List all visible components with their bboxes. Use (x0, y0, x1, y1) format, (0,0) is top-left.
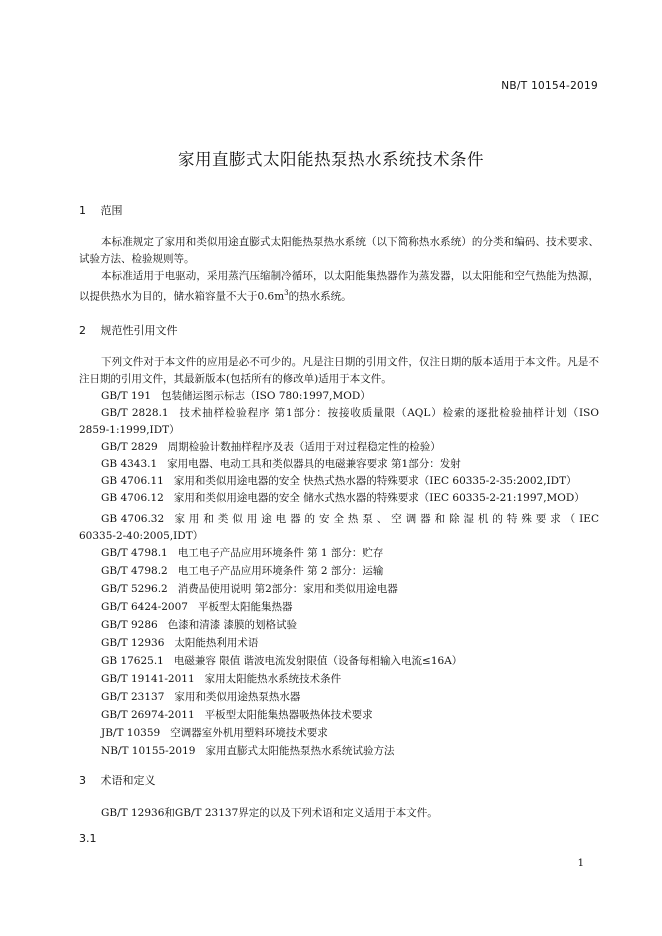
reference-item (101, 707, 373, 724)
reference-title: 平板型太阳能集热器吸热体技术要求 (204, 709, 373, 721)
reference-code: GB/T 5296.2 (101, 583, 168, 595)
reference-title: 消费品使用说明 第2部分：家用和类似用途电器 (177, 583, 398, 595)
reference-item (101, 653, 462, 670)
section-number: 1 (79, 204, 86, 217)
reference-code: GB/T 23137 (101, 691, 165, 703)
reference-code: GB/T 6424-2007 (101, 601, 188, 613)
standard-number: NB/T 10154-2019 (501, 80, 598, 92)
reference-title: 太阳能热利用术语 (174, 637, 259, 649)
reference-code: GB/T 2829 (101, 441, 158, 453)
reference-title: 技术抽样检验程序 第1部分：按接收质量限（AQL）检索的逐批检验抽样计划（ISO 2859-1:1999,IDT） (79, 407, 599, 436)
reference-title: 色漆和清漆 漆膜的划格试验 (167, 619, 298, 631)
section-title: 范围 (100, 204, 123, 217)
references-intro: 下列文件对于本文件的应用是必不可少的。凡是注日期的引用文件，仅注日期的版本适用于本文件。凡是不注日期的引用文件，其最新版本(包括所有的修改单)适用于本文件。 (79, 356, 599, 385)
reference-code: GB/T 12936 (101, 637, 165, 649)
reference-code: GB/T 19141-2011 (101, 673, 195, 685)
reference-code: GB/T 4798.2 (101, 565, 168, 577)
reference-item (101, 456, 461, 473)
superscript-3: 3 (284, 289, 289, 297)
reference-item (101, 689, 300, 706)
scope-paragraph-2 (79, 268, 599, 306)
reference-code: GB 4343.1 (101, 458, 158, 470)
reference-item (101, 725, 328, 742)
section-number: 2 (79, 324, 86, 337)
scope-text: 本标准适用于电驱动，采用蒸汽压缩制冷循环，以太阳能集热器作为蒸发器，以太阳能和空气热能为热源，以提供热水为目的，储水箱容量不大于0.6m (79, 270, 599, 303)
reference-title: 包装储运图示标志（ISO 780:1997,MOD） (161, 390, 371, 402)
section-title: 规范性引用文件 (100, 324, 178, 337)
reference-title: 电磁兼容 限值 谐波电流发射限值（设备每相输入电流≤16A） (173, 655, 463, 667)
subsection-number: 3.1 (79, 832, 97, 845)
reference-item (79, 511, 599, 545)
reference-code: GB 4706.11 (101, 475, 164, 487)
reference-item (101, 617, 297, 634)
reference-item (101, 545, 383, 562)
reference-title: 周期检验计数抽样程序及表（适用于对过程稳定性的检验） (167, 441, 441, 453)
reference-item (101, 743, 394, 760)
reference-code: GB 17625.1 (101, 655, 164, 667)
reference-title: 家用直膨式太阳能热泵热水系统试验方法 (205, 745, 395, 757)
reference-title: 平板型太阳能集热器 (197, 601, 293, 613)
reference-item (101, 671, 341, 688)
reference-code: JB/T 10359 (101, 727, 161, 739)
reference-code: GB/T 4798.1 (101, 547, 168, 559)
reference-code: GB/T 191 (101, 390, 152, 402)
reference-item (101, 635, 258, 652)
reference-code: GB/T 26974-2011 (101, 709, 195, 721)
scope-text-end: 的热水系统。 (288, 290, 352, 303)
reference-title: 空调器室外机用塑料环境技术要求 (170, 727, 328, 739)
reference-item (79, 405, 599, 439)
reference-item (101, 439, 441, 456)
reference-title: 电工电子产品应用环境条件 第 2 部分：运输 (177, 565, 384, 577)
section-2-heading (79, 322, 178, 338)
document-title: 家用直膨式太阳能热泵热水系统技术条件 (178, 150, 484, 169)
reference-item (101, 388, 371, 405)
reference-title: 电工电子产品应用环境条件 第 1 部分：贮存 (177, 547, 384, 559)
reference-code: GB/T 2828.1 (101, 407, 169, 419)
page-number: 1 (577, 858, 584, 869)
reference-code: NB/T 10155-2019 (101, 745, 196, 757)
terms-intro: GB/T 12936和GB/T 23137界定的以及下列术语和定义适用于本文件。 (101, 807, 438, 819)
reference-title: 家用和类似用途电器的安全 储水式热水器的特殊要求（IEC 60335-2-21:1997,MOD） (173, 492, 585, 504)
scope-paragraph-1: 本标准规定了家用和类似用途直膨式太阳能热泵热水系统（以下简称热水系统）的分类和编码、技术要求、试验方法、检验规则等。 (79, 236, 599, 265)
reference-item (101, 581, 398, 598)
section-number: 3 (79, 774, 86, 787)
reference-title: 家用和类似用途电器的安全 快热式热水器的特殊要求（IEC 60335-2-35:2002,IDT） (173, 475, 577, 487)
reference-code: GB/T 9286 (101, 619, 158, 631)
reference-title: 家用和类似用途热泵热水器 (174, 691, 301, 703)
reference-code: GB 4706.12 (101, 492, 164, 504)
reference-item (101, 490, 585, 507)
section-3-heading (79, 772, 156, 788)
reference-title: 家 用 和 类 似 用 途 电 器 的 安 全 热 泵 、 空 调 器 和 除 湿 机 的 特 殊 要 求 （ IEC 60335-2-40:2005,IDT） (79, 513, 599, 542)
reference-item (101, 473, 577, 490)
section-1-heading (79, 202, 123, 218)
reference-title: 家用电器、电动工具和类似器具的电磁兼容要求 第1部分：发射 (167, 458, 461, 470)
reference-item (101, 599, 292, 616)
reference-title: 家用太阳能热水系统技术条件 (204, 673, 342, 685)
section-title: 术语和定义 (100, 774, 156, 787)
reference-item (101, 563, 383, 580)
reference-code: GB 4706.32 (101, 513, 165, 525)
